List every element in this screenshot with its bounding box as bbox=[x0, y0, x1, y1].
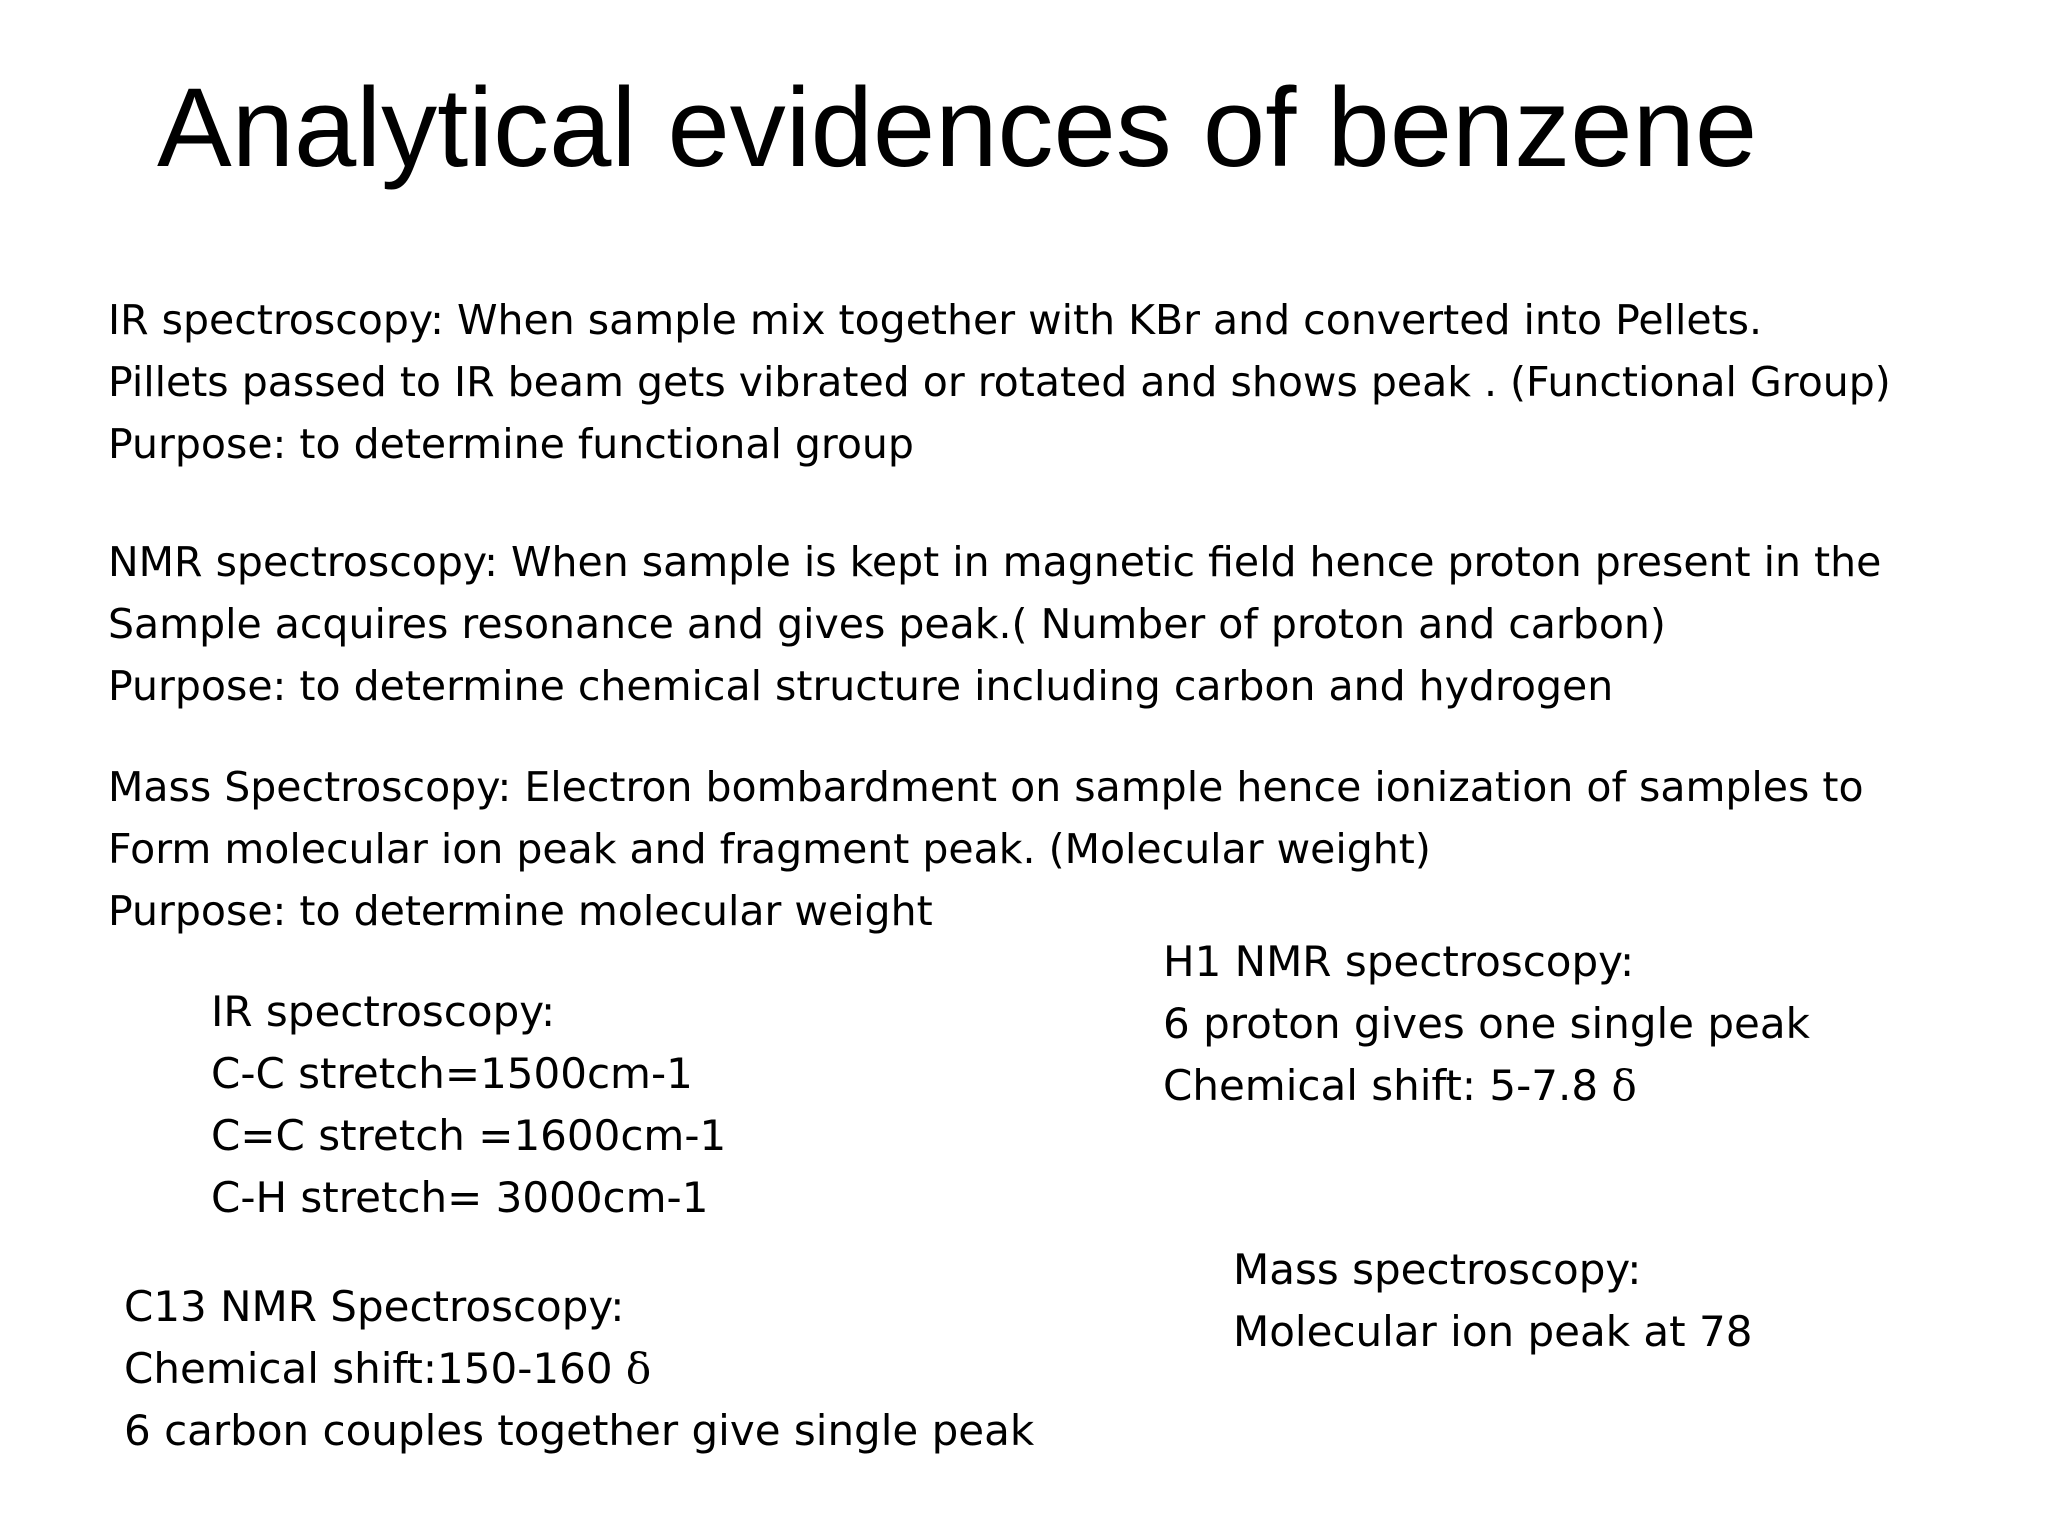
ir-values-block bbox=[211, 981, 726, 1229]
nmr-description-line: NMR spectroscopy: When sample is kept in magnetic field hence proton present in the bbox=[108, 538, 1882, 586]
nmr-description-block bbox=[108, 531, 1881, 717]
mass-description-line: Form molecular ion peak and fragment peak. (Molecular weight) bbox=[108, 825, 1431, 873]
mass-value-line: Molecular ion peak at 78 bbox=[1233, 1307, 1753, 1356]
h1-nmr-heading: H1 NMR spectroscopy: bbox=[1163, 937, 1635, 986]
ir-value-line: C-C stretch=1500cm-1 bbox=[211, 1049, 693, 1098]
mass-description-line: Mass Spectroscopy: Electron bombardment on sample hence ionization of samples to bbox=[108, 763, 1864, 811]
ir-description-line: Purpose: to determine functional group bbox=[108, 420, 914, 468]
slide-title: Analytical evidences of benzene bbox=[157, 65, 1758, 190]
h1-nmr-peak-line: 6 proton gives one single peak bbox=[1163, 999, 1810, 1048]
nmr-description-line: Purpose: to determine chemical structure including carbon and hydrogen bbox=[108, 662, 1614, 710]
mass-description-line: Purpose: to determine molecular weight bbox=[108, 887, 933, 935]
h1-nmr-shift-text: Chemical shift: 5-7.8 bbox=[1163, 1061, 1612, 1110]
ir-value-line: C=C stretch =1600cm-1 bbox=[211, 1111, 727, 1160]
h1-nmr-values-block bbox=[1163, 931, 1810, 1117]
ir-description-line: Pillets passed to IR beam gets vibrated or rotated and shows peak . (Functional Group) bbox=[108, 358, 1891, 406]
mass-description-block bbox=[108, 756, 1864, 942]
h1-nmr-shift-line bbox=[1163, 1055, 1810, 1117]
ir-values-heading: IR spectroscopy: bbox=[211, 987, 556, 1036]
c13-nmr-values-block bbox=[124, 1276, 1034, 1462]
ir-description-block bbox=[108, 289, 1891, 475]
c13-nmr-shift-text: Chemical shift:150-160 bbox=[124, 1344, 626, 1393]
c13-nmr-heading: C13 NMR Spectroscopy: bbox=[124, 1282, 625, 1331]
c13-nmr-shift-line bbox=[124, 1338, 1034, 1400]
ir-description-line: IR spectroscopy: When sample mix together with KBr and converted into Pellets. bbox=[108, 296, 1763, 344]
ir-value-line: C-H stretch= 3000cm-1 bbox=[211, 1173, 709, 1222]
mass-values-heading: Mass spectroscopy: bbox=[1233, 1245, 1642, 1294]
nmr-description-line: Sample acquires resonance and gives peak.( Number of proton and carbon) bbox=[108, 600, 1666, 648]
mass-values-block bbox=[1233, 1239, 1752, 1363]
c13-nmr-peak-line: 6 carbon couples together give single peak bbox=[124, 1406, 1035, 1455]
delta-symbol: δ bbox=[1611, 1061, 1637, 1110]
delta-symbol: δ bbox=[625, 1344, 652, 1393]
